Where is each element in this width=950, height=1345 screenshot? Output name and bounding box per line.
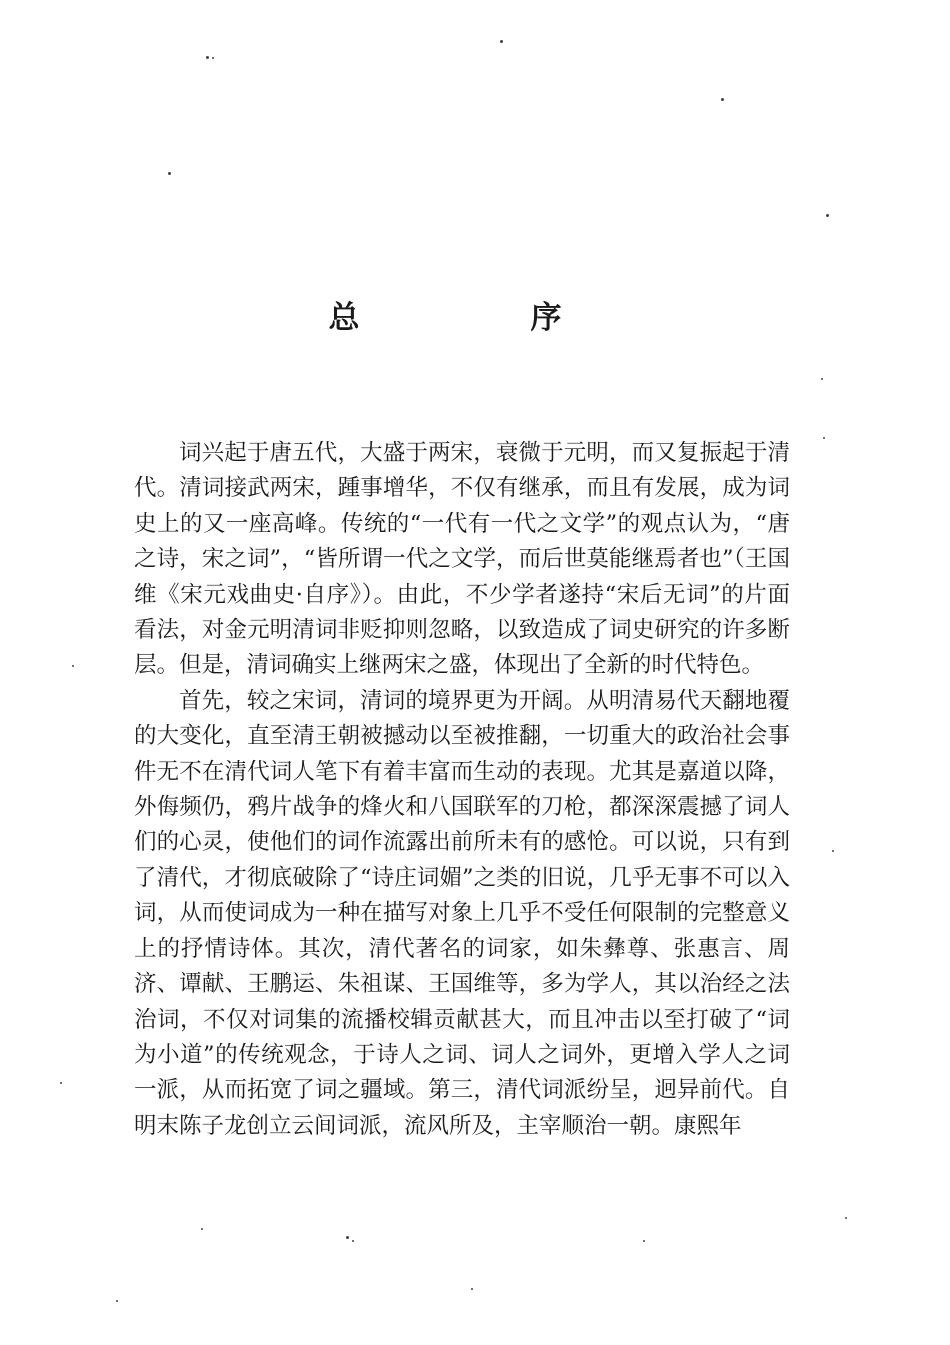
body-text [134, 436, 790, 1144]
scan-speck [832, 850, 834, 852]
scan-speck [60, 1082, 62, 1084]
scan-speck [212, 57, 214, 59]
scan-speck [352, 1240, 354, 1242]
paragraph-2: 首先，较之宋词，清词的境界更为开阔。从明清易代天翻地覆的大变化，直至清王朝被撼动以至被推翻，一切重大的政治社会事件无不在清代词人笔下有着丰富而生动的表现。尤其是嘉道以降，外侮频仍，鸦片战争的烽火和八国联军的刀枪，都深深震撼了词人们的心灵，使他们的词作流露出前所未有的感怆。可以说，只有到了清代，才彻底破除了“诗庄词媚”之类的旧说，几乎无事不可以入词，从而使词成为一种在描写对象上几乎不受任何限制的完整意义上的抒情诗体。其次，清代著名的词家，如朱彝尊、张惠言、周济、谭献、王鹏运、朱祖谋、王国维等，多为学人，其以治经之法治词，不仅对词集的流播校辑贡献甚大，而且冲击以至打破了“词为小道”的传统观念，于诗人之词、词人之词外，更增入学人之词一派，从而拓宽了词之疆域。第三，清代词派纷呈，迥异前代。自明末陈子龙创立云间词派，流风所及，主宰顺治一朝。康熙年 [134, 687, 790, 1139]
scan-speck [821, 378, 823, 380]
scan-speck [845, 1217, 847, 1219]
scan-speck [826, 214, 829, 217]
scan-speck [201, 1228, 203, 1230]
scan-speck [500, 40, 503, 43]
scan-speck [643, 1240, 645, 1242]
scan-speck [471, 1288, 473, 1290]
scan-speck [72, 665, 74, 667]
scan-speck [823, 437, 825, 439]
scan-speck [721, 98, 724, 101]
scan-speck [116, 1300, 118, 1302]
scan-speck [346, 1236, 349, 1239]
scan-speck [206, 56, 209, 59]
page-title: 总 序 [328, 300, 632, 336]
scan-speck [168, 172, 171, 175]
paragraph-1: 词兴起于唐五代，大盛于两宋，衰微于元明，而又复振起于清代。清词接武两宋，踵事增华，不仅有继承，而且有发展，成为词史上的又一座高峰。传统的“一代有一代之文学”的观点认为，“唐之诗，宋之词”，“皆所谓一代之文学，而后世莫能继焉者也”（王国维《宋元戏曲史·自序》）。由此，不少学者遂持“宋后无词”的片面看法，对金元明清词非贬抑则忽略，以致造成了词史研究的许多断层。但是，清词确实上继两宋之盛，体现出了全新的时代特色。 [134, 440, 790, 679]
